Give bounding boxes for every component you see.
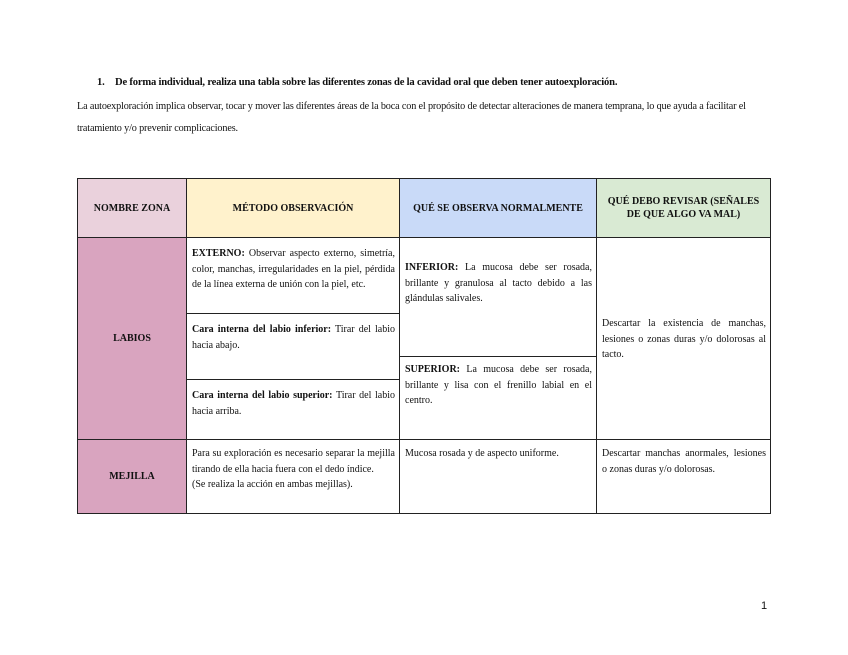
mejilla-revisar-cell	[597, 440, 771, 514]
externo-text: Observar aspecto externo, simetría, color, manchas, irregularidades en la piel, pérdida de la línea externa de unión con la piel, etc.	[192, 248, 395, 290]
inferior-observa-text: La mucosa debe ser rosada, brillante y granulosa al tacto debido a las glándulas salivales.	[405, 262, 592, 304]
superior-metodo-text: Tirar del labio hacia arriba.	[192, 390, 395, 417]
superior-observa-label: SUPERIOR:	[405, 364, 461, 375]
header-que-debo-revisar: QUÉ DEBO REVISAR (SEÑALES DE QUE ALGO VA MAL)	[597, 179, 771, 238]
mejilla-revisar-text: Descartar manchas anormales, lesiones o zonas duras y/o dolorosas.	[602, 448, 766, 475]
externo-label: EXTERNO:	[192, 248, 245, 259]
oral-zones-table	[77, 178, 771, 514]
labios-observa-inferior	[400, 238, 596, 356]
mejilla-metodo-note: (Se realiza la acción en ambas mejillas).	[192, 479, 353, 490]
labios-revisar-cell	[597, 238, 771, 440]
header-metodo-observacion: MÉTODO OBSERVACIÓN	[187, 179, 400, 238]
question-heading	[97, 77, 797, 88]
page-number: 1	[761, 600, 768, 612]
labios-observa-cell	[400, 238, 597, 440]
mejilla-observa-text: Mucosa rosada y de aspecto uniforme.	[405, 448, 559, 459]
inferior-observa-label: INFERIOR:	[405, 262, 459, 273]
table-row-mejilla	[78, 440, 771, 514]
mejilla-metodo	[187, 440, 399, 499]
header-que-se-observa: QUÉ SE OBSERVA NORMALMENTE	[400, 179, 597, 238]
mejilla-metodo-cell	[187, 440, 400, 514]
question-text: De forma individual, realiza una tabla sobre las diferentes zonas de la cavidad oral que deben tener autoexploración.	[115, 77, 618, 88]
intro-paragraph: La autoexploración implica observar, tocar y mover las diferentes áreas de la boca con el propósito de detectar alteraciones de manera temprana, lo que ayuda a facilitar el tratamiento y/o prevenir complicaciones.	[77, 101, 746, 134]
mejilla-metodo-text: Para su exploración es necesario separar la mejilla tirando de ella hacia fuera con el dedo índice.	[192, 448, 395, 475]
mejilla-observa-cell	[400, 440, 597, 514]
zone-labios: LABIOS	[78, 238, 187, 440]
labios-metodo-inferior	[187, 313, 399, 379]
labios-observa-superior	[400, 356, 596, 439]
zone-mejilla: MEJILLA	[78, 440, 187, 514]
inferior-metodo-label: Cara interna del labio inferior:	[192, 324, 332, 335]
table-header-row	[78, 179, 771, 238]
superior-observa-text: La mucosa debe ser rosada, brillante y lisa con el frenillo labial en el centro.	[405, 364, 592, 406]
labios-metodo-externo	[187, 238, 399, 313]
table-row-labios	[78, 238, 771, 440]
header-nombre-zona: NOMBRE ZONA	[78, 179, 187, 238]
labios-metodo-superior	[187, 379, 399, 439]
question-number: 1.	[97, 77, 105, 88]
superior-metodo-label: Cara interna del labio superior:	[192, 390, 333, 401]
labios-metodo-cell	[187, 238, 400, 440]
labios-revisar-text: Descartar la existencia de manchas, lesiones o zonas duras y/o dolorosas al tacto.	[602, 318, 766, 361]
inferior-metodo-text: Tirar del labio hacia abajo.	[192, 324, 395, 351]
